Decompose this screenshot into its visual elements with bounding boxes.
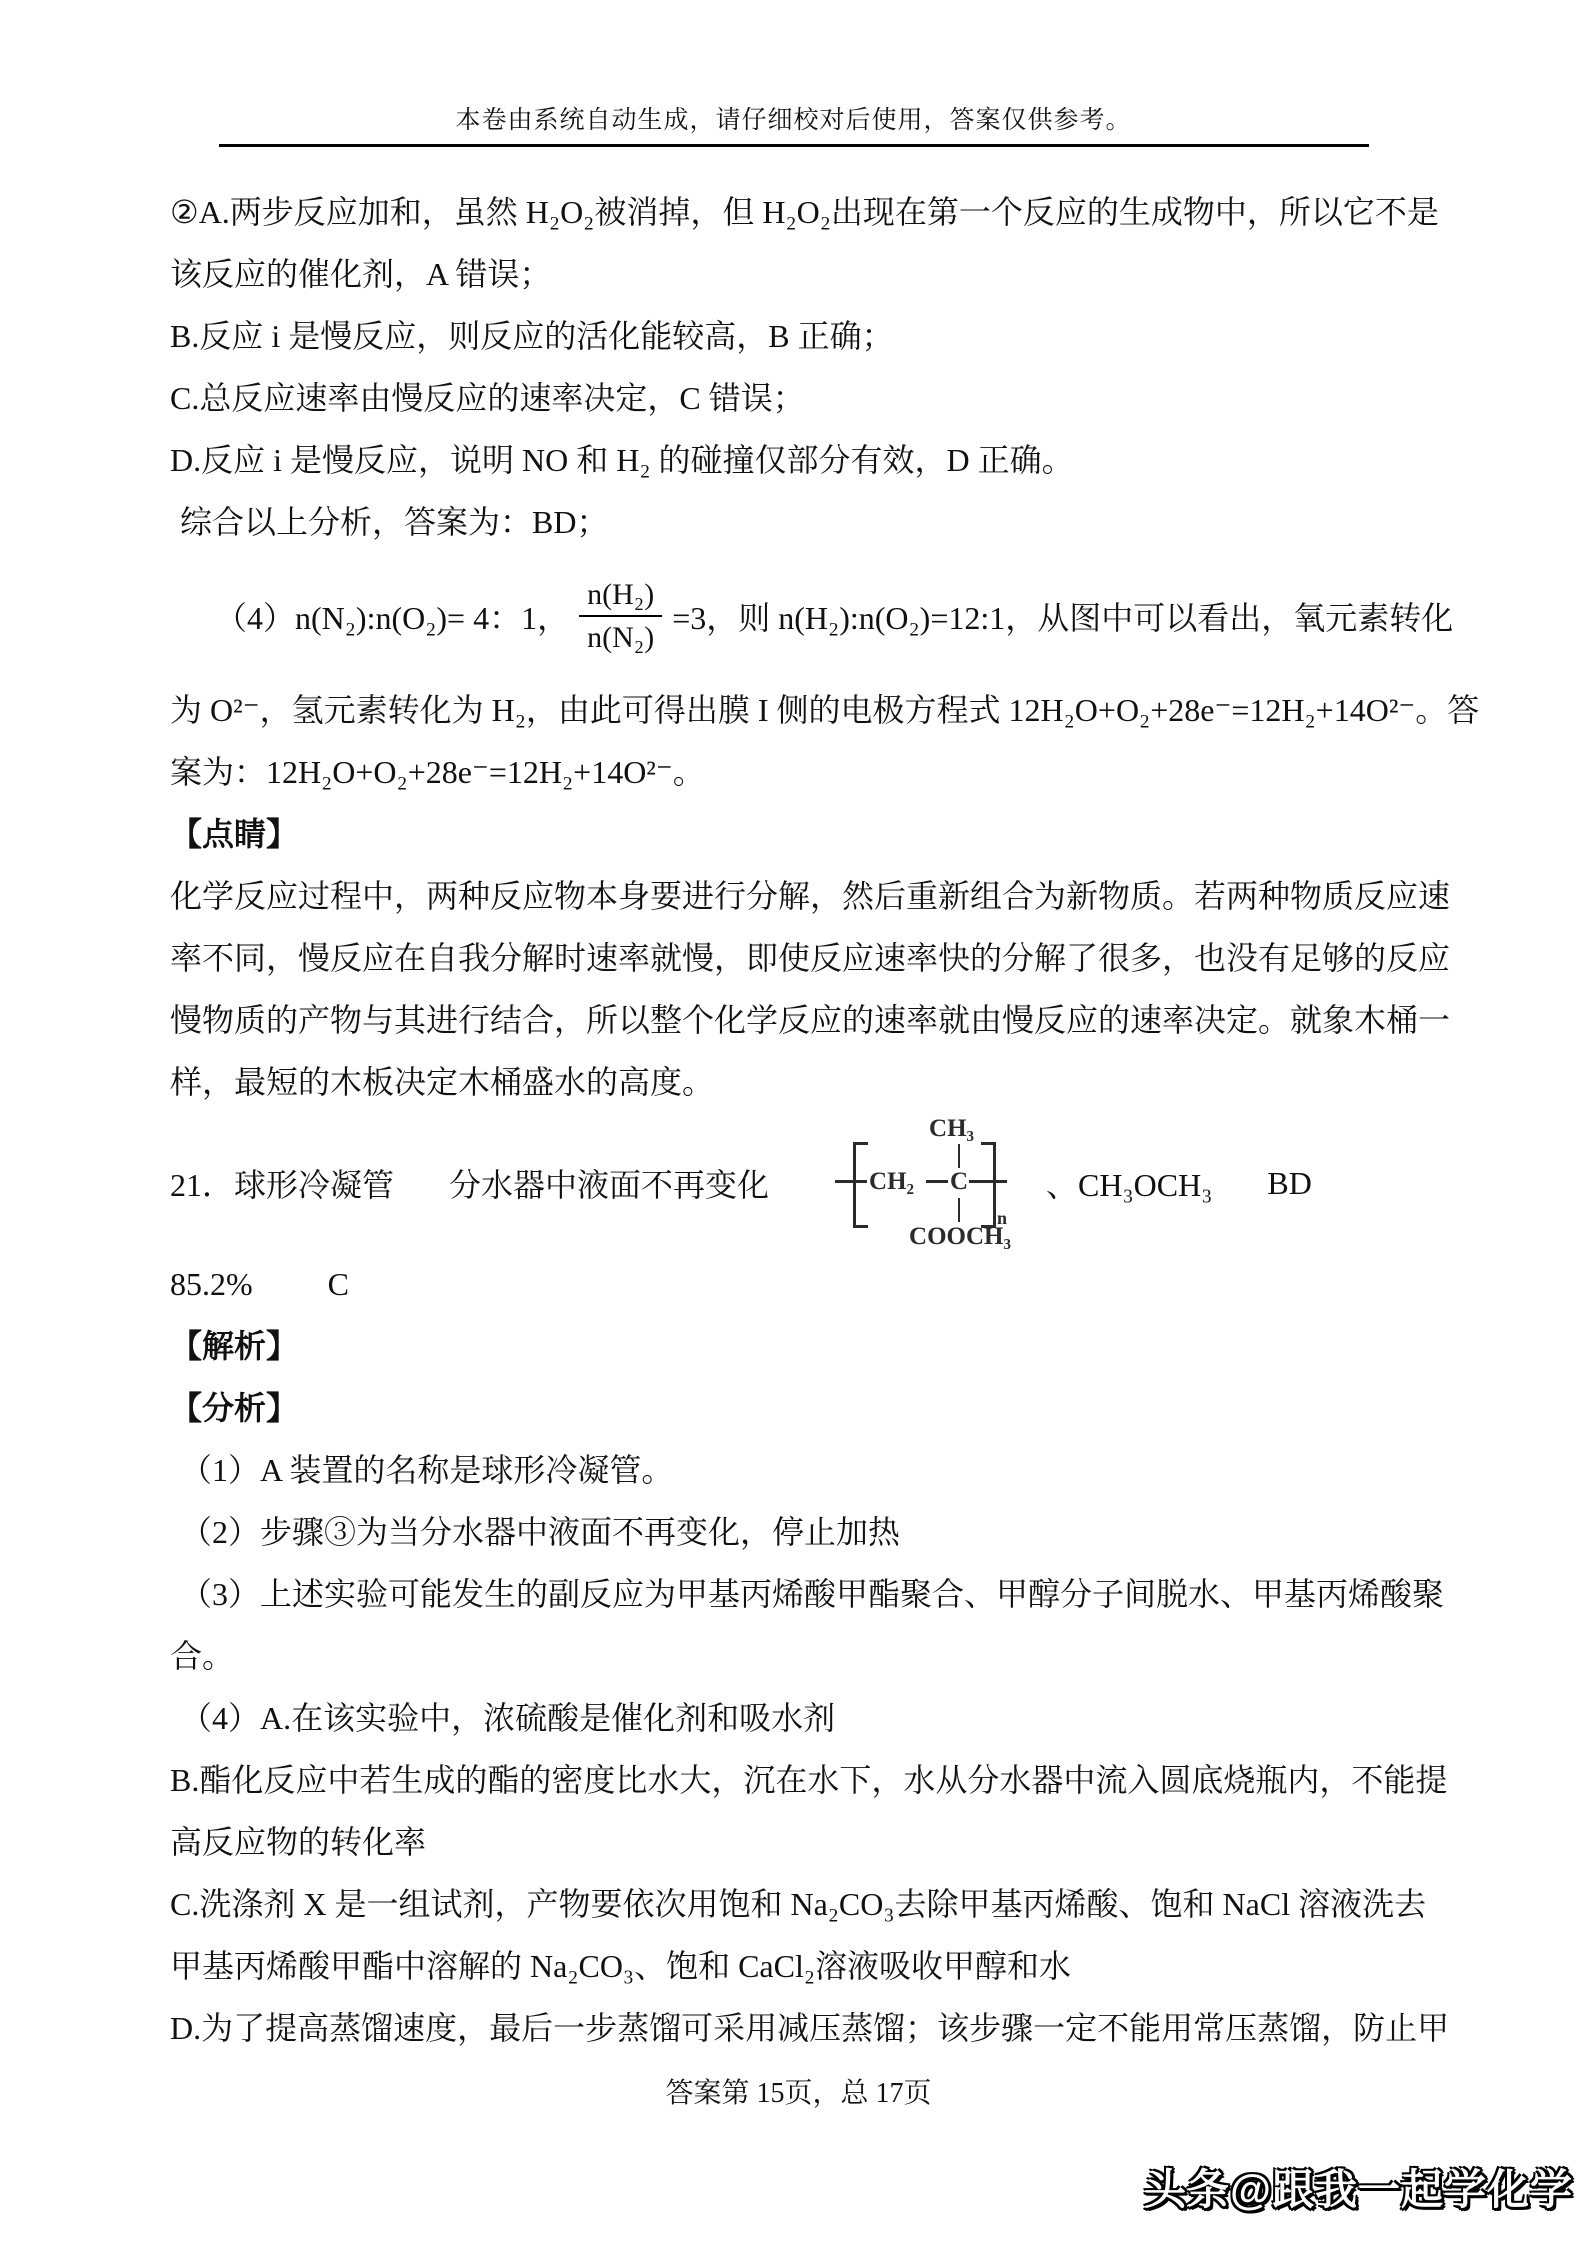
methylene-group-label: CH₂	[869, 1168, 915, 1195]
answer-content	[0, 147, 1587, 2111]
toutiao-watermark: 头条@跟我一起学化学	[1144, 2166, 1573, 2213]
jiexi-label: 【解析】	[170, 1328, 299, 1364]
question-21-answer-pair	[170, 1253, 1427, 1315]
analysis-item-4b-continued: 高反应物的转化率	[170, 1824, 427, 1860]
ester-group-label: COOCH₃	[909, 1223, 1011, 1250]
fraction-denominator: n(N₂)	[587, 621, 655, 654]
analysis-item-4b: B.酯化反应中若生成的酯的密度比水大，沉在水下，水从分水器中流入圆底烧瓶内，不能提	[170, 1762, 1448, 1798]
analysis-line: 慢物质的产物与其进行结合，所以整个化学反应的速率就由慢反应的速率决定。就象木桶一	[170, 1002, 1451, 1038]
analysis-item-3-continued: 合。	[170, 1638, 235, 1674]
answer-line: 为 O²⁻，氢元素转化为 H₂，由此可得出膜 I 侧的电极方程式 12H₂O+O₂+28e⁻=12H₂+14O²⁻。答	[170, 692, 1480, 728]
bond-line	[926, 1180, 948, 1183]
page-number-footer: 答案第 15页，总 17页	[665, 2078, 932, 2109]
methyl-group-label: CH₃	[929, 1115, 975, 1142]
fraction-numerator: n(H₂)	[579, 576, 662, 618]
bond-line	[835, 1180, 867, 1183]
answer-line: 该反应的催化剂，A 错误；	[170, 256, 552, 292]
answer-conclusion-line: 综合以上分析，答案为：BD；	[180, 504, 609, 540]
question-21-answer-4: BD	[1267, 1164, 1312, 1201]
analysis-item-2: （2）步骤③为当分水器中液面不再变化，停止加热	[180, 1514, 901, 1550]
left-bracket	[853, 1142, 868, 1228]
answer-line: D.反应 i 是慢反应，说明 NO 和 H₂ 的碰撞仅部分有效，D 正确。	[170, 442, 1074, 478]
answer-line: ②A.两步反应加和，虽然 H₂O₂被消掉，但 H₂O₂出现在第一个反应的生成物中，所以它不是	[170, 194, 1439, 230]
carbon-atom-label: C	[950, 1168, 969, 1195]
question-21-answer-line	[170, 1113, 1427, 1253]
analysis-item-4d: D.为了提高蒸馏速度，最后一步蒸馏可采用减压蒸馏；该步骤一定不能用常压蒸馏，防止甲	[170, 2010, 1450, 2046]
question-number-answer: 21．球形冷凝管	[170, 1167, 395, 1203]
right-bracket	[981, 1142, 996, 1228]
repeat-unit-subscript: n	[997, 1208, 1008, 1228]
analysis-item-4c-continued: 甲基丙烯酸甲酯中溶解的 Na₂CO₃、饱和 CaCl₂溶液吸收甲醇和水	[170, 1948, 1072, 1984]
question-21-answer-5: 85.2%	[170, 1266, 253, 1302]
bond-line	[958, 1144, 960, 1168]
equation-suffix: =3，则 n(H₂):n(O₂)=12:1，从图中可以看出，氧元素转化	[672, 600, 1454, 636]
equation-prefix: （4）n(N₂):n(O₂)= 4：1，	[215, 600, 570, 636]
analysis-item-4c: C.洗涤剂 X 是一组试剂，产物要依次用饱和 Na₂CO₃去除甲基丙烯酸、饱和 NaCl 溶液洗去	[170, 1886, 1427, 1922]
analysis-line: 化学反应过程中，两种反应物本身要进行分解，然后重新组合为新物质。若两种物质反应速	[170, 878, 1451, 914]
polymer-structure-diagram	[829, 1114, 1024, 1252]
question-21-answer-6: C	[327, 1266, 349, 1302]
fraction	[579, 576, 662, 657]
answer-line: B.反应 i 是慢反应，则反应的活化能较高，B 正确；	[170, 318, 894, 354]
bond-line	[958, 1198, 960, 1222]
analysis-item-1: （1）A 装置的名称是球形冷凝管。	[180, 1452, 674, 1488]
dianjing-label: 【点睛】	[170, 816, 299, 852]
analysis-line: 率不同，慢反应在自我分解时速率就慢，即使反应速率快的分解了很多，也没有足够的反应	[170, 940, 1451, 976]
analysis-line: 样，最短的木板决定木桶盛水的高度。	[170, 1064, 715, 1100]
analysis-item-4: （4）A.在该实验中，浓硫酸是催化剂和吸水剂	[180, 1700, 836, 1736]
fenxi-label: 【分析】	[170, 1390, 299, 1426]
header-notice: 本卷由系统自动生成，请仔细校对后使用，答案仅供参考。	[455, 107, 1132, 134]
answer-line: C.总反应速率由慢反应的速率决定，C 错误；	[170, 380, 805, 416]
question-21-answer-2: 分水器中液面不再变化	[449, 1167, 770, 1203]
equation-line	[170, 553, 1454, 679]
analysis-item-3: （3）上述实验可能发生的副反应为甲基丙烯酸甲酯聚合、甲醇分子间脱水、甲基丙烯酸聚	[180, 1576, 1445, 1612]
question-21-answer-3: 、CH₃OCH₃	[1046, 1167, 1213, 1203]
answer-line: 案为：12H₂O+O₂+28e⁻=12H₂+14O²⁻。	[170, 754, 705, 790]
